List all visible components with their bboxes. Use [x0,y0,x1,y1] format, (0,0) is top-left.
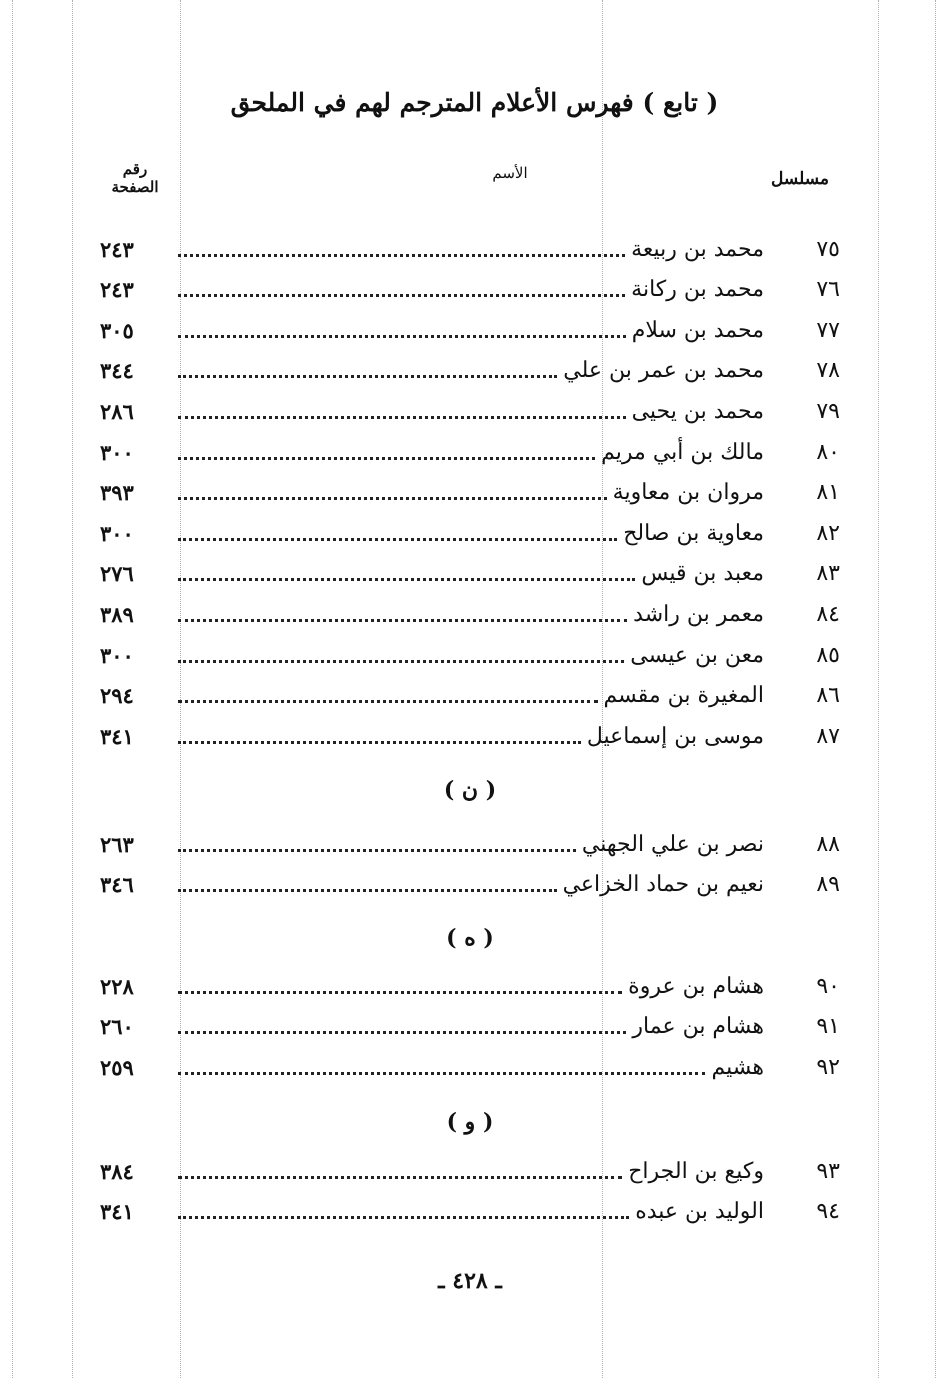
leader-dots [178,700,598,703]
serial-number: ٨٦ [816,683,840,709]
page-reference: ٣٤١ [100,1199,134,1225]
index-row [100,716,840,756]
leader-dots [178,1176,622,1179]
serial-number: ٧٧ [816,317,840,343]
page-reference: ٣٠٠ [100,642,134,668]
index-row [100,1047,840,1087]
leader-dots [178,335,626,338]
page-reference: ٢٥٩ [100,1054,134,1080]
page-reference: ٣٠٥ [100,317,134,343]
header-serial: مسلسل [771,169,829,189]
inner-left-rule [72,0,73,1378]
serial-number: ٨٣ [816,561,840,587]
index-row [100,391,840,431]
serial-number: ٩٣ [816,1158,840,1184]
leader-dots [178,741,581,744]
leader-dots [178,991,622,994]
section-heading: ( ن ) [443,777,497,803]
index-row [100,635,840,675]
person-name: هشيم [711,1054,764,1080]
leader-dots [178,497,607,500]
index-row [100,865,840,905]
leader-dots [178,1072,705,1075]
person-name: الوليد بن عبده [635,1199,764,1225]
serial-number: ٩٤ [816,1199,840,1225]
page-reference: ٣٠٠ [100,439,134,465]
serial-number: ٨٩ [816,872,840,898]
index-row [100,310,840,350]
section-heading: ( ه ) [446,925,494,951]
person-name: هشام بن عروة [628,973,764,999]
person-name: وكيع بن الجراح [628,1158,764,1184]
index-row [100,513,840,553]
page-reference: ٢٢٨ [100,973,134,999]
leader-dots [178,294,625,297]
leader-dots [178,1031,626,1034]
page-reference: ٣٩٣ [100,480,134,506]
index-row [100,270,840,310]
person-name: محمد بن سلام [631,317,764,343]
person-name: محمد بن عمر بن علي [563,358,764,384]
index-row [100,1151,840,1191]
person-name: نعيم بن حماد الخزاعي [562,872,764,898]
page-reference: ٢٦٠ [100,1014,134,1040]
person-name: مروان بن معاوية [612,480,764,506]
index-row [100,1007,840,1047]
serial-number: ٩١ [816,1014,840,1040]
person-name: مالك بن أبي مريم [601,439,764,465]
leader-dots [178,889,557,892]
header-page-line1: رقم [122,160,148,178]
leader-dots [178,849,576,852]
serial-number: ٨٢ [816,520,840,546]
person-name: محمد بن يحيى [631,398,764,424]
leader-dots [178,457,595,460]
page-reference: ٣٤١ [100,723,134,749]
page-reference: ٣٤٦ [100,872,134,898]
person-name: هشام بن عمار [632,1014,764,1040]
index-row [100,1192,840,1232]
header-page-number [100,160,170,196]
page-title: ( تابع ) فهرس الأعلام المترجم لهم في الملحق [230,88,719,117]
serial-number: ٨٧ [816,723,840,749]
index-row [100,473,840,513]
leader-dots [178,416,626,419]
page-reference: ٢٩٤ [100,683,134,709]
page-reference: ٢٨٦ [100,398,134,424]
person-name: معمر بن راشد [633,601,764,627]
person-name: معن بن عيسى [630,642,764,668]
serial-number: ٧٩ [816,398,840,424]
index-row [100,229,840,269]
page-reference: ٣٨٤ [100,1158,134,1184]
left-margin-rule [12,0,13,1378]
serial-number: ٩٠ [816,973,840,999]
person-name: موسى بن إسماعيل [586,723,764,749]
index-row [100,966,840,1006]
section-heading: ( و ) [446,1109,494,1135]
serial-number: ٨٥ [816,642,840,668]
leader-dots [178,578,635,581]
person-name: محمد بن ركانة [631,277,764,303]
person-name: معاوية بن صالح [623,520,764,546]
leader-dots [178,1216,629,1219]
leader-dots [178,538,617,541]
person-name: محمد بن ربيعة [631,236,764,262]
page-reference: ٢٤٣ [100,277,134,303]
page-reference: ٣٠٠ [100,520,134,546]
right-margin-rule [935,0,936,1378]
person-name: معبد بن قيس [641,561,764,587]
index-row [100,824,840,864]
index-row [100,351,840,391]
leader-dots [178,619,627,622]
serial-number: ٧٥ [816,236,840,262]
leader-dots [178,375,557,378]
page-reference: ٣٤٤ [100,358,134,384]
page-number-footer: ـ ٤٢٨ ـ [438,1268,502,1294]
person-name: المغيرة بن مقسم [603,683,764,709]
index-row [100,432,840,472]
page-reference: ٣٨٩ [100,601,134,627]
index-row [100,554,840,594]
index-row [100,676,840,716]
page-reference: ٢٤٣ [100,236,134,262]
serial-number: ٩٢ [816,1054,840,1080]
header-page-line2: الصفحة [111,178,159,196]
serial-number: ٨٨ [816,831,840,857]
serial-number: ٧٨ [816,358,840,384]
header-name: الأسم [492,164,528,182]
page-reference: ٢٦٣ [100,831,134,857]
leader-dots [178,660,624,663]
serial-column-rule [878,0,879,1378]
serial-number: ٨٠ [816,439,840,465]
serial-number: ٧٦ [816,277,840,303]
index-row [100,594,840,634]
page-reference: ٢٧٦ [100,561,134,587]
serial-number: ٨١ [816,480,840,506]
leader-dots [178,254,625,257]
serial-number: ٨٤ [816,601,840,627]
person-name: نصر بن علي الجهني [581,831,764,857]
